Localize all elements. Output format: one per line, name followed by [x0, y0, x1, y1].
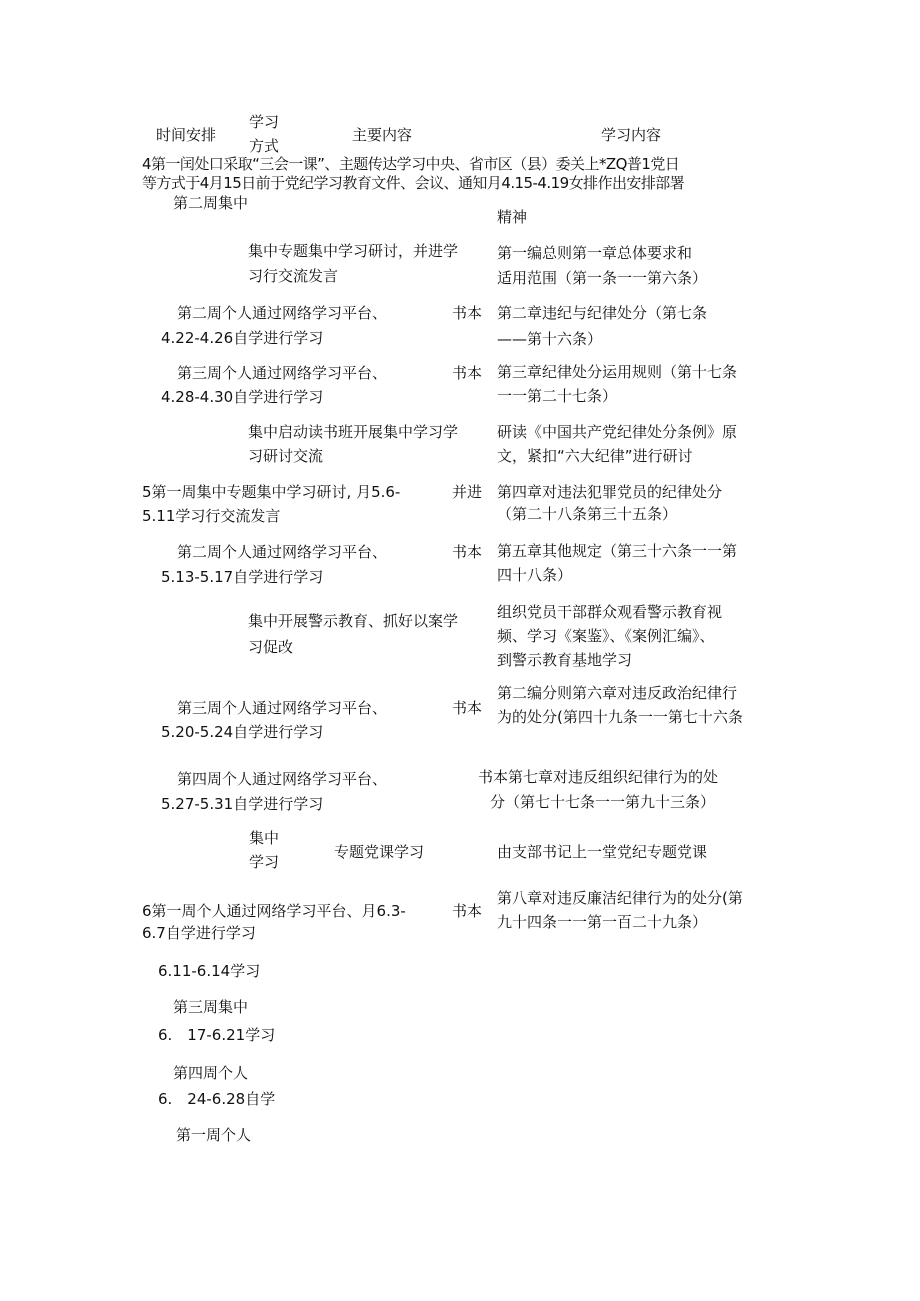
- row11-main-line2: 6.7自学进行学习: [142, 924, 256, 942]
- tail-line3: 6. 17-6.21学习: [158, 1026, 276, 1044]
- row9-content-line2: 分（第七十七条一一第九十三条）: [490, 793, 716, 811]
- row3-content-line2: 一一第二十七条）: [497, 387, 618, 405]
- row2-book: 书本: [452, 304, 483, 322]
- row11-content-line1: 第八章对违反廉洁纪律行为的处分(第: [497, 889, 743, 907]
- row7-content-line1: 组织党员干部群众观看警示教育视: [497, 603, 723, 621]
- row10-method-line1: 集中: [249, 829, 280, 847]
- row6-main-line1: 第二周个人通过网络学习平台、: [177, 543, 388, 561]
- row2-content-line2: ——第十六条）: [497, 330, 603, 348]
- row8-book: 书本: [452, 699, 483, 717]
- row4-main-line2: 习研讨交流: [248, 447, 324, 465]
- row7-main-line2: 习促改: [248, 638, 294, 656]
- header-time: 时间安排: [156, 126, 217, 144]
- header-content: 学习内容: [601, 126, 662, 144]
- tail-line1: 6.11-6.14学习: [158, 962, 261, 980]
- row3-main-line1: 第三周个人通过网络学习平台、: [177, 364, 388, 382]
- row3-book: 书本: [452, 364, 483, 382]
- row9-main-line1: 第四周个人通过网络学习平台、: [177, 770, 388, 788]
- row5-main-line2: 5.11学习行交流发言: [142, 507, 281, 525]
- row5-main-line1: 5第一周集中专题集中学习研讨, 月5.6-: [142, 483, 401, 501]
- row4-main-line1: 集中启动读书班开展集中学习学: [248, 423, 459, 441]
- row1-content-line1: 第一编总则第一章总体要求和: [497, 244, 693, 262]
- tail-line4: 第四周个人: [173, 1064, 249, 1082]
- row6-main-line2: 5.13-5.17自学进行学习: [161, 568, 324, 586]
- intro-jingshen: 精神: [497, 208, 528, 226]
- row8-main-line1: 第三周个人通过网络学习平台、: [177, 699, 388, 717]
- row8-content-line2: 为的处分(第四十九条一一第七十六条: [497, 708, 743, 726]
- row2-main-line2: 4.22-4.26自学进行学习: [161, 329, 324, 347]
- row11-main-line1: 6第一周个人通过网络学习平台、月6.3-: [142, 902, 406, 920]
- header-main: 主要内容: [352, 126, 413, 144]
- row10-main: 专题党课学习: [334, 843, 425, 861]
- header-method-line2: 方式: [249, 137, 280, 155]
- tail-line2: 第三周集中: [173, 998, 249, 1016]
- row11-book: 书本: [452, 902, 483, 920]
- intro-line3: 第二周集中: [173, 194, 249, 212]
- row7-content-line2: 频、学习《案鉴》、《案例汇编》、: [497, 627, 715, 645]
- header-method-line1: 学习: [249, 113, 280, 131]
- row5-content-line2: （第二十八条第三十五条）: [497, 505, 678, 523]
- row4-content-line2: 文，紧扣“六大纪律”进行研讨: [497, 447, 693, 465]
- row5-bingjin: 并进: [452, 483, 483, 501]
- row6-book: 书本: [452, 543, 483, 561]
- row10-method-line2: 学习: [249, 853, 280, 871]
- row7-main-line1: 集中开展警示教育、抓好以案学: [248, 612, 459, 630]
- tail-line6: 第一周个人: [176, 1126, 252, 1144]
- row1-content-line2: 适用范围（第一条一一第六条）: [497, 269, 708, 287]
- row5-content-line1: 第四章对违法犯罪党员的纪律处分: [497, 483, 723, 501]
- row2-main-line1: 第二周个人通过网络学习平台、: [177, 304, 388, 322]
- row9-main-line2: 5.27-5.31自学进行学习: [161, 795, 324, 813]
- row8-content-line1: 第二编分则第六章对违反政治纪律行: [497, 684, 738, 702]
- intro-line2: 等方式于4月15日前于党纪学习教育文件、会议、通知月4.15-4.19女排作出安排部署: [142, 174, 685, 192]
- row11-content-line2: 九十四条一一第一百二十九条）: [497, 913, 708, 931]
- intro-line1: 4第一闰处口采取“三会一课”、主题传达学习中央、省市区（县）委关上*ZQ普1党日: [142, 155, 680, 173]
- row1-main-line1: 集中专题集中学习研讨，并进学: [248, 242, 459, 260]
- row9-content-line1: 书本第七章对违反组织纪律行为的处: [478, 768, 719, 786]
- row4-content-line1: 研读《中国共产党纪律处分条例》原: [497, 423, 738, 441]
- row6-content-line1: 第五章其他规定（第三十六条一一第: [497, 542, 738, 560]
- row6-content-line2: 四十八条）: [497, 566, 573, 584]
- row8-main-line2: 5.20-5.24自学进行学习: [161, 723, 324, 741]
- row1-main-line2: 习行交流发言: [248, 267, 339, 285]
- row3-content-line1: 第三章纪律处分运用规则（第十七条: [497, 363, 738, 381]
- row3-main-line2: 4.28-4.30自学进行学习: [161, 388, 324, 406]
- row10-content: 由支部书记上一堂党纪专题党课: [497, 843, 708, 861]
- tail-line5: 6. 24-6.28自学: [158, 1090, 276, 1108]
- row2-content-line1: 第二章违纪与纪律处分（第七条: [497, 304, 708, 322]
- row7-content-line3: 到警示教育基地学习: [497, 651, 633, 669]
